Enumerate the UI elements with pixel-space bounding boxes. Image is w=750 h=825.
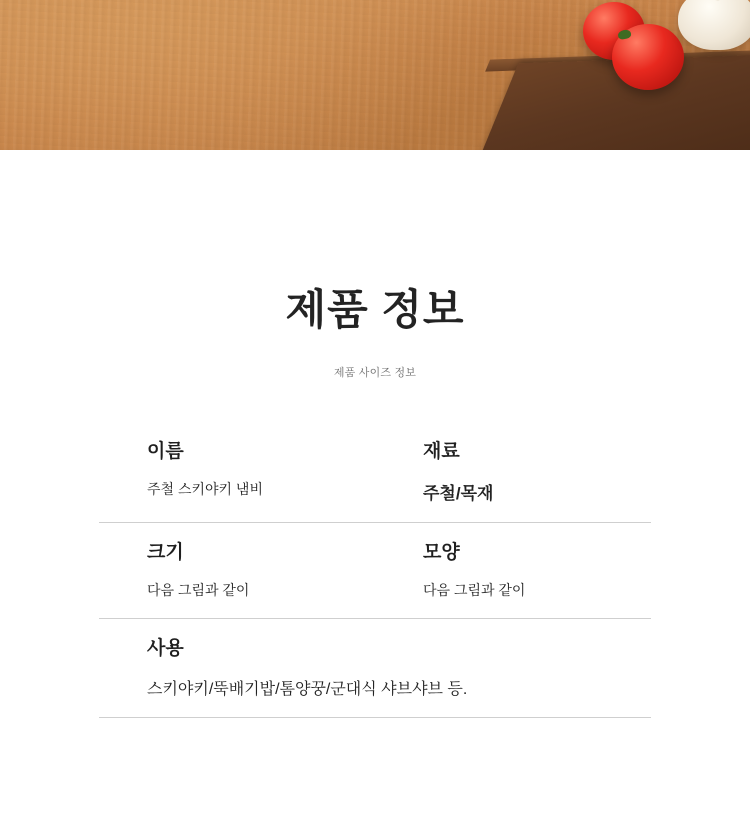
spec-value: 스키야키/뚝배기밥/톰양꿍/군대식 샤브샤브 등. bbox=[147, 681, 468, 698]
spec-value: 다음 그림과 같이 bbox=[423, 582, 526, 598]
spec-cell-usage bbox=[99, 619, 651, 717]
spec-value: 주철 스키야키 냄비 bbox=[147, 481, 263, 497]
spec-cell-name bbox=[99, 422, 375, 522]
spec-cell-material bbox=[375, 422, 651, 522]
page-title: 제품 정보 bbox=[285, 286, 465, 333]
page-subtitle: 제품 사이즈 정보 bbox=[333, 367, 417, 379]
table-row bbox=[99, 619, 651, 718]
spec-cell-size bbox=[99, 523, 375, 618]
spec-value: 다음 그림과 같이 bbox=[147, 582, 250, 598]
spec-table bbox=[99, 422, 651, 718]
spec-label: 사용 bbox=[147, 638, 184, 659]
garlic-icon bbox=[678, 0, 750, 50]
product-info-section bbox=[0, 150, 750, 718]
spec-label: 크기 bbox=[147, 542, 184, 563]
spec-label: 모양 bbox=[423, 542, 460, 563]
table-row bbox=[99, 422, 651, 523]
hero-product-photo bbox=[0, 0, 750, 150]
spec-value: 주철/목재 bbox=[423, 484, 494, 503]
table-row bbox=[99, 523, 651, 619]
spec-label: 이름 bbox=[147, 441, 184, 462]
spec-label: 재료 bbox=[423, 441, 460, 462]
spec-cell-shape bbox=[375, 523, 651, 618]
